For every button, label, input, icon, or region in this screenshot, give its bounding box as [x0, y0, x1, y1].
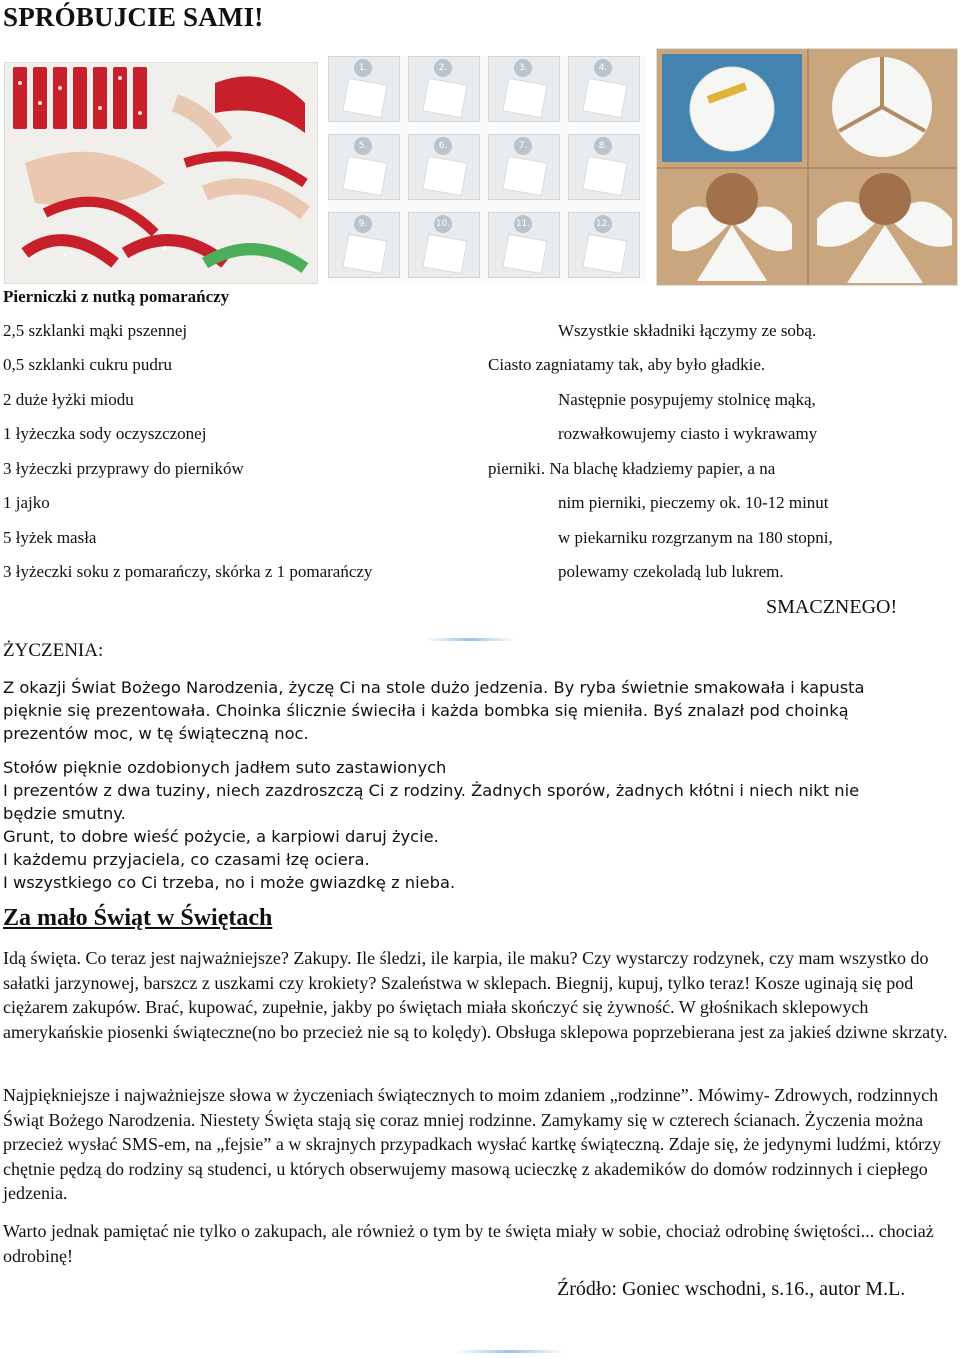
instruction-line: Ciasto zagniatamy tak, aby było gładkie. [488, 355, 766, 374]
poem-line: I każdemu przyjaciela, co czasami łzę ociera. [3, 850, 370, 869]
instruction-line: polewamy czekoladą lub lukrem. [558, 562, 784, 581]
step-number: 4. [594, 59, 612, 77]
ribbon-heart-craft-icon [5, 63, 317, 283]
poem-line: I wszystkiego co Ci trzeba, no i może gwiazdkę z nieba. [3, 873, 456, 892]
ingredient-item: 1 jajko [3, 493, 50, 512]
ingredient-item: 0,5 szklanki cukru pudru [3, 355, 173, 374]
step-number: 7. [514, 137, 532, 155]
step-number: 11. [514, 215, 532, 233]
paper-angel-craft-icon [657, 49, 957, 285]
step-12-image [568, 212, 640, 278]
instruction-line: w piekarniku rozgrzanym na 180 stopni, [558, 528, 833, 547]
step-number: 6. [434, 137, 452, 155]
step-8-image [568, 134, 640, 200]
step-1-image [328, 56, 400, 122]
ingredient-item: 1 łyżeczka sody oczyszczonej [3, 424, 207, 443]
poem-line: I prezentów z dwa tuziny, niech zazdroszczą Ci z rodziny. Żadnych sporów, żadnych kłótni i niech nikt nie [3, 781, 860, 800]
ingredient-item: 5 łyżek masła [3, 528, 97, 547]
step-number: 9. [354, 215, 372, 233]
step-10-image [408, 212, 480, 278]
step-7-image [488, 134, 560, 200]
decorative-divider [425, 638, 515, 641]
wishes-line: prezentów moc, w tę świąteczną noc. [3, 724, 309, 743]
instruction-line: rozwałkowujemy ciasto i wykrawamy [558, 424, 818, 443]
ingredient-item: 3 łyżeczki przyprawy do pierników [3, 459, 244, 478]
step-2-image [408, 56, 480, 122]
step-number: 12. [594, 215, 612, 233]
wishes-line: Z okazji Świat Bożego Narodzenia, życzę Ci na stole dużo jedzenia. By ryba świetnie smakowała i kapusta [3, 678, 865, 697]
step-6-image [408, 134, 480, 200]
instruction-line: Wszystkie składniki łączymy ze sobą. [558, 321, 817, 340]
paper-angel-craft-photo [656, 48, 958, 286]
recipe-closing: SMACZNEGO! [766, 596, 898, 618]
article-source: Źródło: Goniec wschodni, s.16., autor M.L. [557, 1278, 906, 1300]
step-number: 1. [354, 59, 372, 77]
step-11-image [488, 212, 560, 278]
instruction-line: nim pierniki, pieczemy ok. 10-12 minut [558, 493, 829, 512]
step-3-image [488, 56, 560, 122]
article-paragraph: Idą święta. Co teraz jest najważniejsze? Zakupy. Ile śledzi, ile karpia, ile maku? Czy wystarczy rodzynek, czy mam wszystko do sałatki jarzynowej, barszcz z uszkami czy krokiety? Szaleństwa w sklepach. Biegnij, kupuj, tylko teraz! Kosze uginają się pod ciężarem zakupów. Brać, kupować, zupełnie, jakby po świętach miała skończyć się żywność. W głośnikach sklepowych amerykańskie piosenki świąteczne(no bo przecież nie są to kolędy). Obsługa sklepowa poprzebierana jest za jakieś dziwne skrzaty. [3, 948, 948, 1042]
step-number: 10. [434, 215, 452, 233]
wishes-line: pięknie się prezentowała. Choinka ślicznie świeciła i każda bombka się mieniła. Byś znalazł pod choinką [3, 701, 849, 720]
step-9-image [328, 212, 400, 278]
page-title: SPRÓBUJCIE SAMI! [3, 2, 264, 32]
step-number: 3. [514, 59, 532, 77]
step-number: 2. [434, 59, 452, 77]
step-4-image [568, 56, 640, 122]
ingredient-item: 2 duże łyżki miodu [3, 390, 134, 409]
decorative-divider [455, 1350, 565, 1353]
ingredient-item: 3 łyżeczki soku z pomarańczy, skórka z 1 pomarańczy [3, 562, 373, 581]
instruction-line: Następnie posypujemy stolnicę mąką, [558, 390, 816, 409]
instruction-line: pierniki. Na blachę kładziemy papier, a na [488, 459, 776, 478]
poem-line: będzie smutny. [3, 804, 126, 823]
ribbon-heart-craft-photo [4, 62, 318, 284]
article-title: Za mało Świąt w Świętach [3, 905, 273, 931]
article-paragraph: Warto jednak pamiętać nie tylko o zakupach, ale również o tym by te święta miały w sobie, chociaż odrobinę świętości... chociaż odrobinę! [3, 1221, 934, 1266]
poem-line: Stołów pięknie ozdobionych jadłem suto zastawionych [3, 758, 447, 777]
article-paragraph: Najpiękniejsze i najważniejsze słowa w życzeniach świątecznych to moim zdaniem „rodzinne”. Mówimy- Zdrowych, rodzinnych Świąt Bożego Narodzenia. Niestety Święta stają się coraz mniej rodzinne. Zamykamy się w czterech ścianach. Życzenia można przecież wysłać SMS-em, na „fejsie” a w skrajnych przypadkach wysłać kartkę świąteczną. Zdaje się, że jedynymi ludźmi, którzy chętnie pędzą do rodziny są studenci, u których obserwujemy masową ucieczkę z akademików do domów rodzinnych i ciepłego jedzenia. [3, 1085, 942, 1204]
wishes-heading: ŻYCZENIA: [3, 640, 104, 661]
step-number: 5. [354, 137, 372, 155]
paper-snowflake-steps-photo [328, 56, 646, 284]
ingredient-item: 2,5 szklanki mąki pszennej [3, 321, 188, 340]
poem-line: Grunt, to dobre wieść pożycie, a karpiowi daruj życie. [3, 827, 439, 846]
step-5-image [328, 134, 400, 200]
recipe-title: Pierniczki z nutką pomarańczy [3, 287, 230, 306]
step-number: 8. [594, 137, 612, 155]
